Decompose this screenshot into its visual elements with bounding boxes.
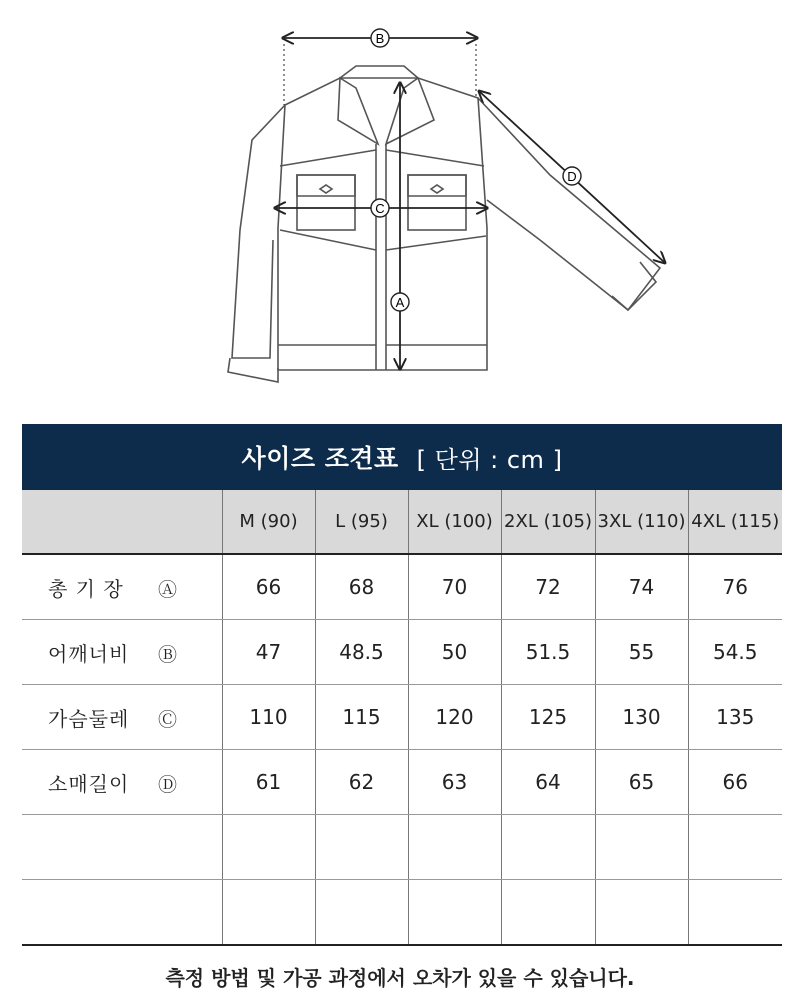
table-cell: 47 [222,620,315,685]
marker-a-label: A [395,295,405,310]
row-label [22,815,222,880]
column-header: 3XL (110) [595,490,688,554]
table-unit: [ 단위 : cm ] [416,445,563,474]
table-row-empty [22,880,782,946]
table-cell: 66 [222,554,315,620]
table-cell [408,880,501,946]
measure-markers [371,29,581,311]
size-table-grid [22,490,782,946]
table-cell: 54.5 [688,620,782,685]
table-cell: 110 [222,685,315,750]
table-row [22,685,782,750]
row-mark: Ⓑ [158,643,178,666]
table-cell: 76 [688,554,782,620]
table-cell: 135 [688,685,782,750]
table-cell: 68 [315,554,408,620]
table-cell [688,815,782,880]
row-mark: Ⓒ [158,708,178,731]
table-row [22,750,782,815]
row-name: 총 기 장 [48,576,124,601]
column-header: XL (100) [408,490,501,554]
table-cell: 50 [408,620,501,685]
jacket-measurement-diagram [0,0,800,400]
row-label [22,620,222,685]
row-label [22,554,222,620]
table-cell [315,815,408,880]
marker-d-label: D [567,169,577,184]
table-cell: 63 [408,750,501,815]
table-cell: 72 [501,554,595,620]
size-chart-table [22,424,782,946]
column-header: 4XL (115) [688,490,782,554]
measure-lines [276,38,664,368]
row-name: 소매길이 [48,771,130,796]
table-cell [595,880,688,946]
column-header: M (90) [222,490,315,554]
table-header [22,424,782,490]
table-row-empty [22,815,782,880]
header-row [22,490,782,554]
row-name: 가슴둘레 [48,706,130,731]
table-cell: 64 [501,750,595,815]
table-cell: 55 [595,620,688,685]
row-name: 어깨너비 [48,641,130,666]
row-mark: Ⓓ [158,773,178,796]
table-cell: 61 [222,750,315,815]
row-label [22,750,222,815]
row-label [22,880,222,946]
row-mark: Ⓐ [158,578,178,601]
table-cell: 70 [408,554,501,620]
table-title: 사이즈 조견표 [241,444,399,473]
table-row [22,620,782,685]
table-cell [501,880,595,946]
jacket-outline [228,66,660,382]
table-cell [315,880,408,946]
table-cell: 48.5 [315,620,408,685]
column-header: L (95) [315,490,408,554]
table-cell [408,815,501,880]
table-cell [595,815,688,880]
measurement-note: 측정 방법 및 가공 과정에서 오차가 있을 수 있습니다. [165,966,635,990]
marker-b-label: B [375,31,385,46]
table-cell: 66 [688,750,782,815]
table-cell: 62 [315,750,408,815]
table-cell: 125 [501,685,595,750]
marker-c-label: C [375,201,385,216]
table-cell [222,880,315,946]
table-cell [222,815,315,880]
column-header: 2XL (105) [501,490,595,554]
header-empty [22,490,222,554]
table-cell: 65 [595,750,688,815]
table-cell [501,815,595,880]
table-cell: 120 [408,685,501,750]
table-row [22,554,782,620]
row-label [22,685,222,750]
table-cell: 115 [315,685,408,750]
table-cell [688,880,782,946]
table-cell: 51.5 [501,620,595,685]
table-cell: 74 [595,554,688,620]
table-cell: 130 [595,685,688,750]
